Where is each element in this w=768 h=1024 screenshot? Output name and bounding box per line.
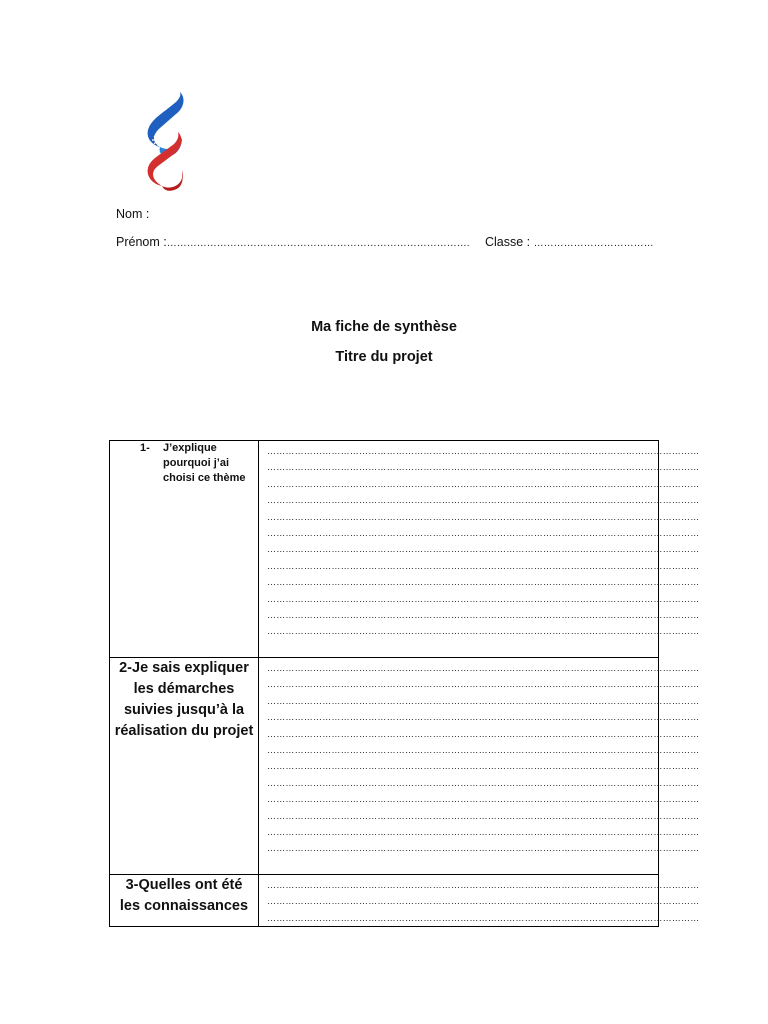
answer-line[interactable]: …………………………………………………………………………………………………………………………… (267, 462, 700, 473)
answer-line[interactable]: …………………………………………………………………………………………………………………………… (267, 745, 700, 756)
logo-red-ribbon-2 (162, 170, 183, 191)
question-label-1: J’explique pourquoi j’ai choisi ce thème (163, 442, 246, 484)
page-title: Ma fiche de synthèse (311, 319, 457, 335)
classe-label: Classe : (485, 235, 531, 249)
answer-line[interactable]: …………………………………………………………………………………………………………………………… (267, 593, 700, 604)
answer-cell-1[interactable] (259, 441, 700, 658)
prenom-dots[interactable]: ………………………………………………………………………………. (166, 238, 470, 249)
classe-field[interactable] (485, 235, 654, 249)
answer-line[interactable]: …………………………………………………………………………………………………………………………… (267, 843, 700, 854)
question-cell-1 (110, 441, 259, 658)
answer-line[interactable]: …………………………………………………………………………………………………………………………… (267, 810, 700, 821)
answer-line[interactable]: …………………………………………………………………………………………………………………………… (267, 896, 700, 907)
prenom-field[interactable] (116, 235, 470, 249)
answer-line[interactable]: …………………………………………………………………………………………………………………………… (267, 560, 700, 571)
question-number-1: 1- (140, 442, 150, 454)
synthesis-table (109, 440, 700, 927)
answer-line[interactable]: …………………………………………………………………………………………………………………………… (267, 827, 700, 838)
answer-line[interactable]: …………………………………………………………………………………………………………………………… (267, 528, 700, 539)
question-cell-2 (110, 658, 259, 875)
answer-line[interactable]: …………………………………………………………………………………………………………………………… (267, 610, 700, 621)
answer-line[interactable]: …………………………………………………………………………………………………………………………… (267, 777, 700, 788)
question-label-2: 2-Je sais expliquer les démarches suivies jusqu’à la réalisation du projet (114, 660, 254, 739)
answer-line[interactable]: …………………………………………………………………………………………………………………………… (267, 679, 700, 690)
answer-line[interactable]: …………………………………………………………………………………………………………………………… (267, 880, 700, 890)
table-row (110, 875, 659, 927)
question-label-3: 3-Quelles ont été les connaissances (119, 877, 249, 914)
table-row (110, 441, 659, 658)
answer-line[interactable]: …………………………………………………………………………………………………………………………… (267, 495, 700, 506)
project-title: Titre du projet (335, 349, 433, 365)
answer-line[interactable]: …………………………………………………………………………………………………………………………… (267, 446, 700, 456)
answer-line[interactable]: …………………………………………………………………………………………………………………………… (267, 912, 700, 923)
classe-dots[interactable]: ……………………………… (533, 238, 654, 249)
answer-line[interactable]: …………………………………………………………………………………………………………………………… (267, 794, 700, 805)
question-cell-3 (110, 875, 259, 927)
answer-line[interactable]: …………………………………………………………………………………………………………………………… (267, 577, 700, 588)
nom-field[interactable] (116, 207, 149, 221)
answer-line[interactable]: …………………………………………………………………………………………………………………………… (267, 695, 700, 706)
answer-line[interactable]: …………………………………………………………………………………………………………………………… (267, 478, 700, 489)
answer-line[interactable]: …………………………………………………………………………………………………………………………… (267, 626, 700, 637)
nom-label: Nom : (116, 207, 150, 221)
table-row (110, 658, 659, 875)
answer-line[interactable]: …………………………………………………………………………………………………………………………… (267, 761, 700, 772)
answer-line[interactable]: …………………………………………………………………………………………………………………………… (267, 728, 700, 739)
prenom-label: Prénom : (116, 235, 167, 249)
school-logo (140, 90, 192, 192)
answer-line[interactable]: …………………………………………………………………………………………………………………………… (267, 712, 700, 723)
answer-cell-3[interactable] (259, 875, 700, 927)
answer-line[interactable]: …………………………………………………………………………………………………………………………… (267, 663, 700, 673)
answer-line[interactable]: …………………………………………………………………………………………………………………………… (267, 511, 700, 522)
answer-cell-2[interactable] (259, 658, 700, 875)
answer-line[interactable]: …………………………………………………………………………………………………………………………… (267, 544, 700, 555)
